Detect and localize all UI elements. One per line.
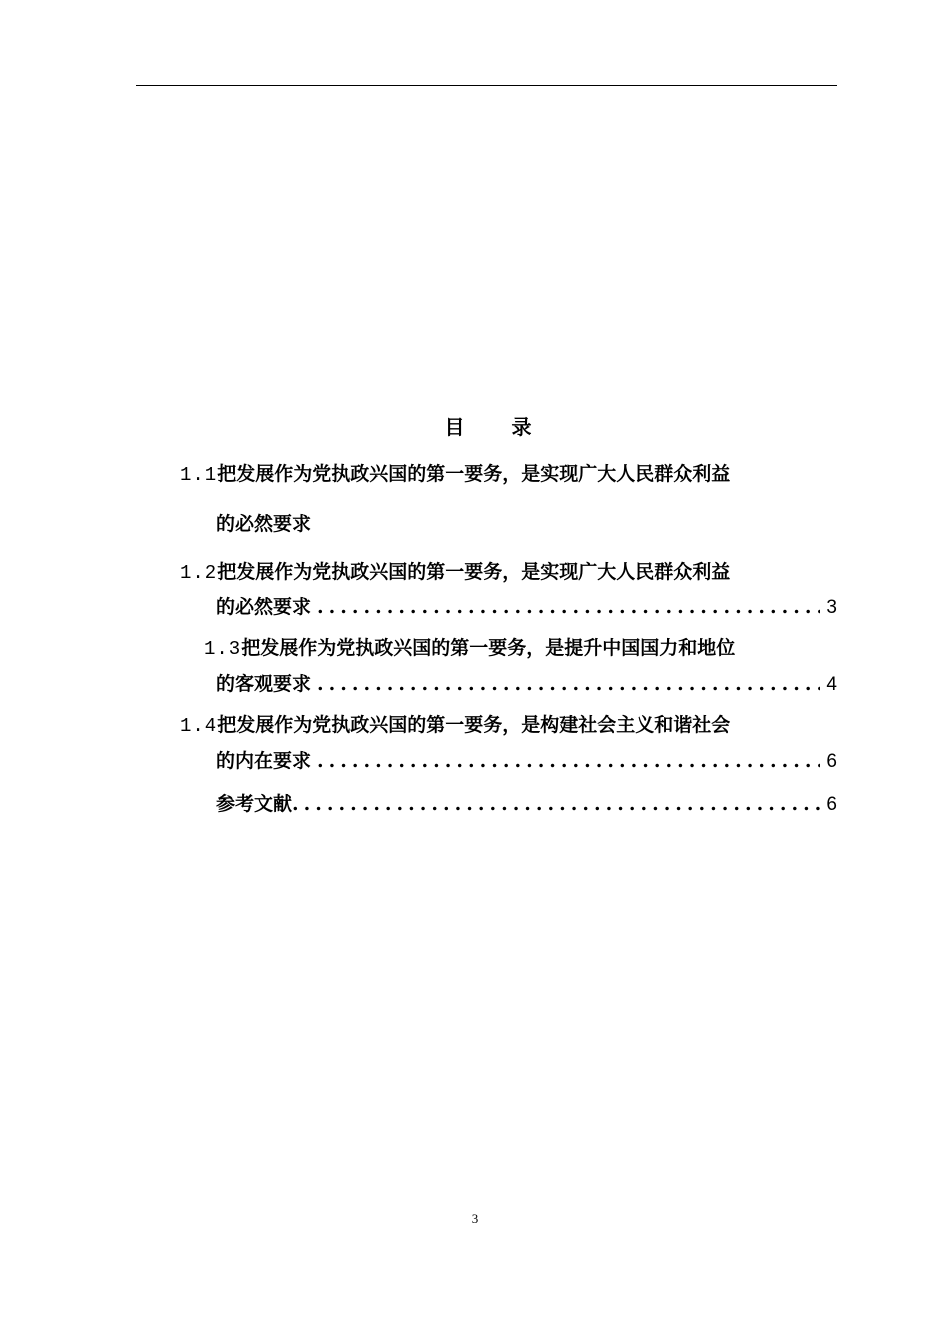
references-label: 参考文献 (216, 793, 293, 815)
dot-leader (317, 749, 820, 773)
dot-leader (292, 792, 820, 816)
toc-entry-1-2-line1[interactable] (180, 560, 730, 585)
dot-leader (317, 672, 820, 696)
toc-title: 目 录 (444, 415, 552, 439)
header-rule (136, 85, 837, 86)
toc-entry-1-4-line2[interactable] (216, 749, 837, 774)
toc-entry-page: 3 (826, 597, 837, 618)
toc-entry-page: 6 (826, 751, 837, 772)
toc-entry-number: 1.4 (180, 715, 218, 737)
toc-entry-title-cont: 的内在要求 (216, 750, 312, 772)
toc-entry-number: 1.2 (180, 562, 218, 584)
references-page: 6 (826, 794, 837, 815)
toc-entry-title: 把发展作为党执政兴国的第一要务，是构建社会主义和谐社会 (217, 714, 731, 736)
toc-entry-1-3-line1[interactable] (204, 636, 735, 661)
toc-entry-1-4-line1[interactable] (180, 713, 730, 738)
toc-entry-1-3-line2[interactable] (216, 672, 837, 697)
toc-entry-title-cont: 的客观要求 (216, 673, 312, 695)
toc-entry-number: 1.1 (180, 464, 218, 486)
toc-entry-1-2-line2[interactable] (216, 595, 837, 620)
dot-leader (317, 595, 820, 619)
page-number: 3 (471, 1211, 479, 1226)
toc-entry-page: 4 (826, 674, 837, 695)
toc-references[interactable] (216, 792, 837, 817)
toc-entry-title: 把发展作为党执政兴国的第一要务，是实现广大人民群众利益 (217, 463, 731, 485)
toc-entry-title: 把发展作为党执政兴国的第一要务，是提升中国国力和地位 (241, 637, 736, 659)
toc-entry-title: 把发展作为党执政兴国的第一要务，是实现广大人民群众利益 (217, 561, 731, 583)
toc-entry-number: 1.3 (204, 638, 242, 660)
toc-entry-1-1-line1[interactable] (180, 462, 730, 487)
toc-entry-title-cont: 的必然要求 (216, 596, 312, 618)
toc-entry-1-1-line2[interactable]: 的必然要求 (216, 513, 312, 535)
